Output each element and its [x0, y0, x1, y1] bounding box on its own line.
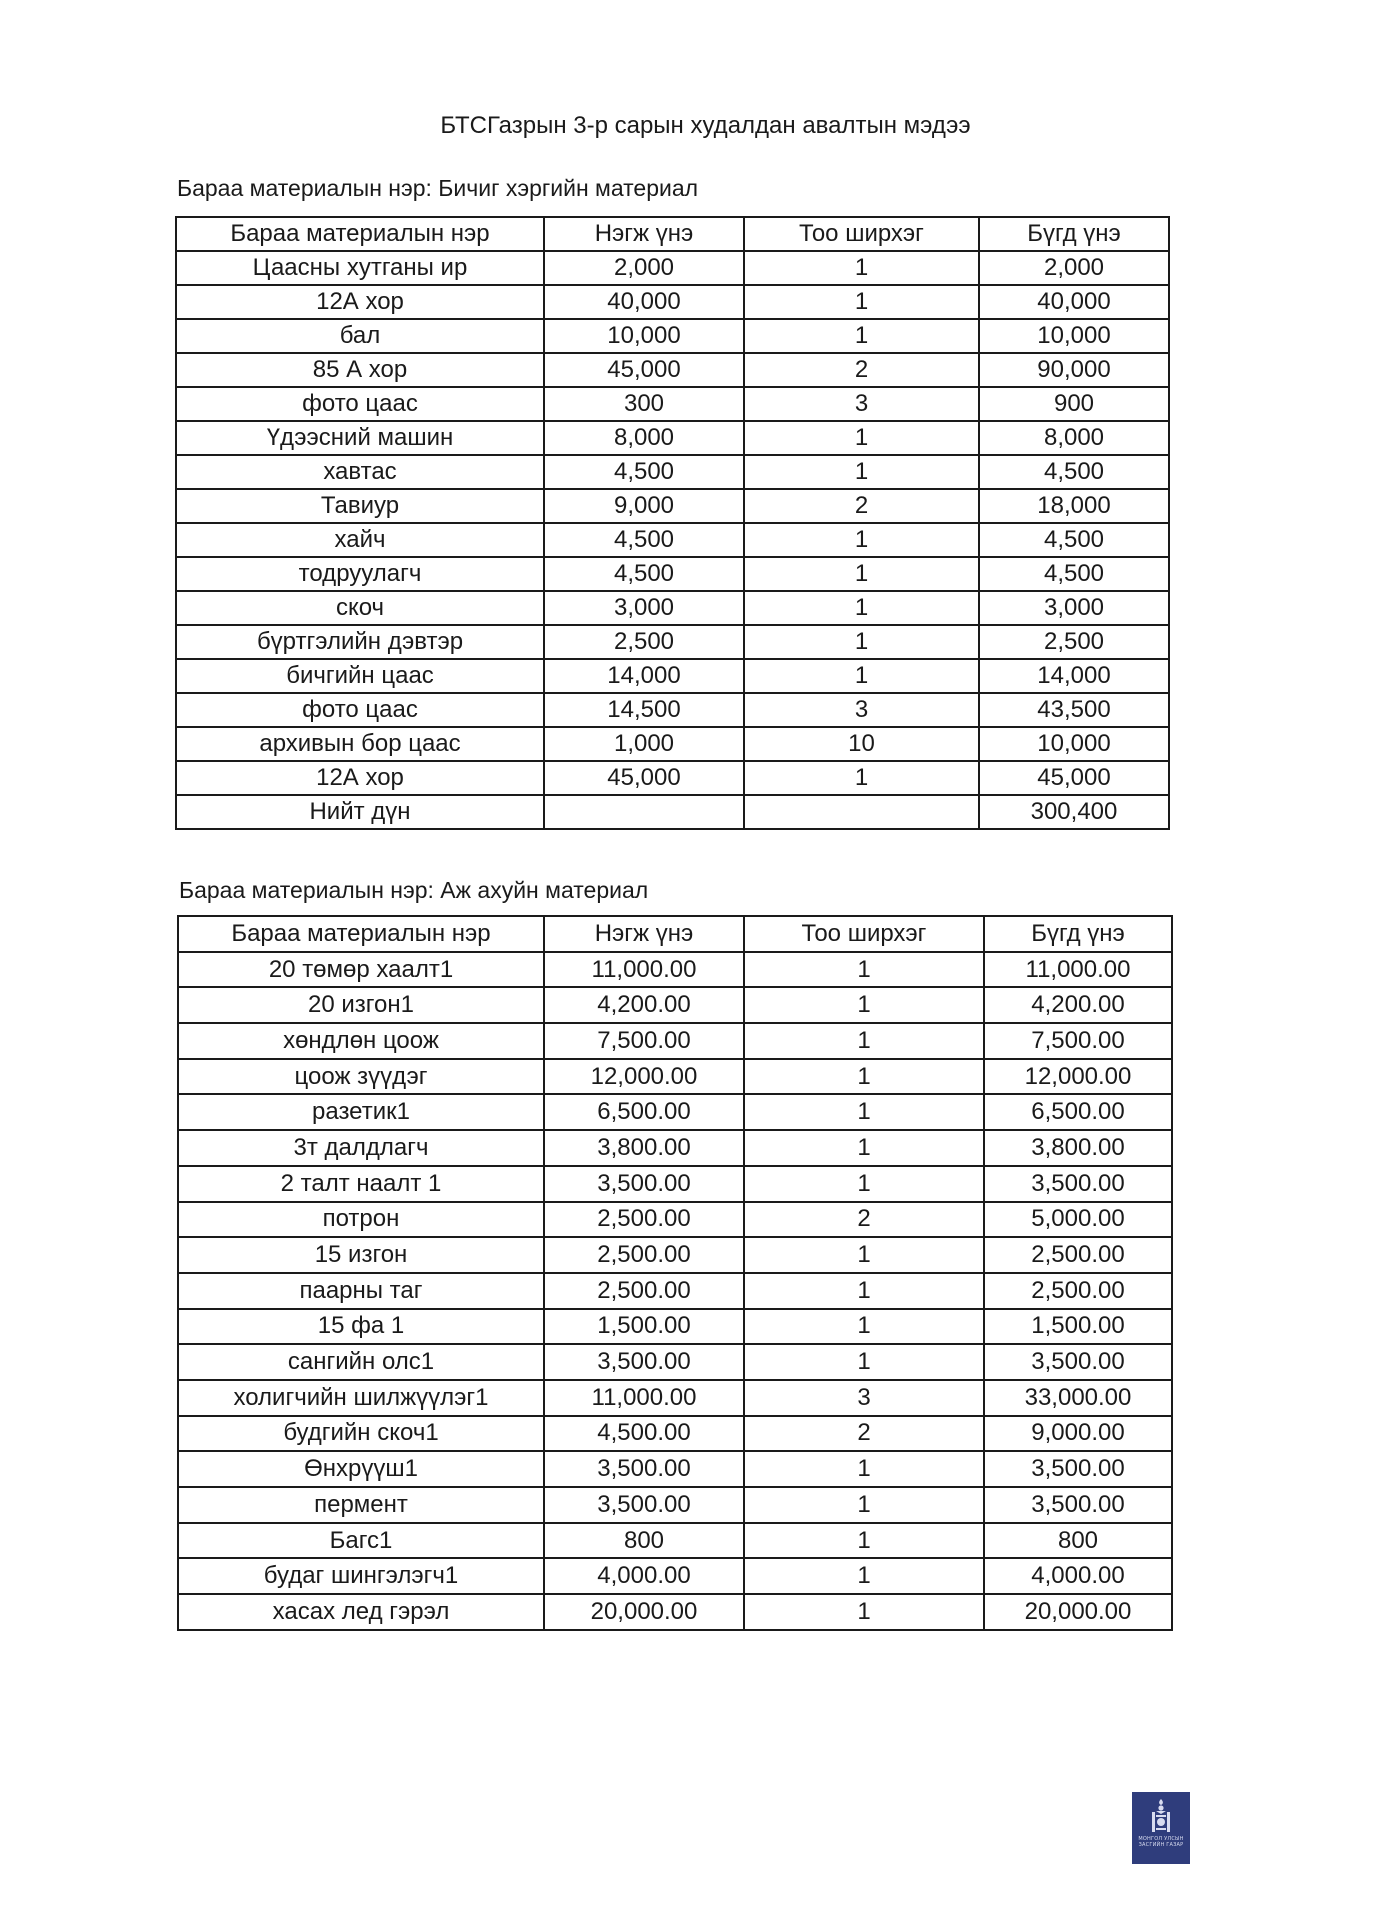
total-price-cell: 2,000 [979, 251, 1169, 285]
table-header-row [176, 217, 1169, 251]
item-name-cell: хасах лед гэрэл [178, 1594, 544, 1630]
unit-price-cell: 7,500.00 [544, 1023, 744, 1059]
unit-price-cell: 45,000 [544, 353, 744, 387]
item-name-cell: тодруулагч [176, 557, 544, 591]
quantity-cell: 2 [744, 353, 979, 387]
item-name-cell: 15 фа 1 [178, 1309, 544, 1345]
item-name-cell: 85 А хор [176, 353, 544, 387]
header-quantity: Тоо ширхэг [744, 916, 984, 952]
unit-price-cell: 4,500 [544, 455, 744, 489]
quantity-cell: 1 [744, 1594, 984, 1630]
government-logo [1132, 1792, 1190, 1864]
table-row [178, 1202, 1172, 1238]
unit-price-cell: 2,500.00 [544, 1273, 744, 1309]
total-value: 300,400 [979, 795, 1169, 829]
item-name-cell: 20 изгон1 [178, 987, 544, 1023]
table-row [176, 387, 1169, 421]
unit-price-cell: 3,500.00 [544, 1451, 744, 1487]
table-row [178, 987, 1172, 1023]
header-total-price: Бүгд үнэ [979, 217, 1169, 251]
table-row [178, 1344, 1172, 1380]
unit-price-cell: 300 [544, 387, 744, 421]
table-row [176, 625, 1169, 659]
header-item-name: Бараа материалын нэр [178, 916, 544, 952]
quantity-cell: 1 [744, 591, 979, 625]
quantity-cell: 1 [744, 285, 979, 319]
total-price-cell: 4,500 [979, 523, 1169, 557]
quantity-cell: 1 [744, 421, 979, 455]
quantity-cell: 3 [744, 1380, 984, 1416]
quantity-cell: 1 [744, 455, 979, 489]
table-row [178, 952, 1172, 988]
logo-text: МОНГОЛ УЛСЫН ЗАСГИЙН ГАЗАР [1138, 1836, 1184, 1848]
total-price-cell: 2,500 [979, 625, 1169, 659]
total-price-cell: 18,000 [979, 489, 1169, 523]
table-row [178, 1558, 1172, 1594]
quantity-cell: 1 [744, 1487, 984, 1523]
unit-price-cell: 6,500.00 [544, 1094, 744, 1130]
item-name-cell: Багс1 [178, 1523, 544, 1559]
unit-price-cell: 3,800.00 [544, 1130, 744, 1166]
table-row [178, 1594, 1172, 1630]
quantity-cell: 1 [744, 659, 979, 693]
total-price-cell: 45,000 [979, 761, 1169, 795]
item-name-cell: хөндлөн цоож [178, 1023, 544, 1059]
table-row [176, 251, 1169, 285]
total-price-cell: 90,000 [979, 353, 1169, 387]
quantity-cell: 2 [744, 489, 979, 523]
total-price-cell: 4,500 [979, 455, 1169, 489]
quantity-cell: 1 [744, 1059, 984, 1095]
total-price-cell: 900 [979, 387, 1169, 421]
item-name-cell: холигчийн шилжүүлэг1 [178, 1380, 544, 1416]
quantity-cell: 1 [744, 1523, 984, 1559]
table-row [178, 1523, 1172, 1559]
quantity-cell: 1 [744, 761, 979, 795]
table-row [176, 285, 1169, 319]
quantity-cell: 1 [744, 952, 984, 988]
quantity-cell: 1 [744, 1094, 984, 1130]
table-row [176, 761, 1169, 795]
quantity-cell: 1 [744, 523, 979, 557]
total-price-cell: 2,500.00 [984, 1237, 1172, 1273]
table-row [176, 353, 1169, 387]
item-name-cell: Өнхрүүш1 [178, 1451, 544, 1487]
table-row [178, 1380, 1172, 1416]
unit-price-cell: 14,000 [544, 659, 744, 693]
total-empty-cell [544, 795, 744, 829]
table-row [176, 523, 1169, 557]
quantity-cell: 1 [744, 557, 979, 591]
table-row [176, 421, 1169, 455]
soyombo-icon [1148, 1798, 1174, 1834]
item-name-cell: будаг шингэлэгч1 [178, 1558, 544, 1594]
total-price-cell: 10,000 [979, 319, 1169, 353]
quantity-cell: 1 [744, 1130, 984, 1166]
item-name-cell: 15 изгон [178, 1237, 544, 1273]
total-price-cell: 12,000.00 [984, 1059, 1172, 1095]
quantity-cell: 1 [744, 251, 979, 285]
table-row [178, 1130, 1172, 1166]
stationery-table [175, 216, 1170, 830]
document-title: БТСГазрын 3-р сарын худалдан авалтын мэдээ [440, 112, 971, 139]
unit-price-cell: 3,000 [544, 591, 744, 625]
household-table [177, 915, 1173, 1631]
section-caption-household: Бараа материалын нэр: Аж ахуйн материал [179, 877, 649, 903]
total-price-cell: 2,500.00 [984, 1273, 1172, 1309]
quantity-cell: 1 [744, 1344, 984, 1380]
quantity-cell: 2 [744, 1416, 984, 1452]
total-price-cell: 7,500.00 [984, 1023, 1172, 1059]
total-price-cell: 800 [984, 1523, 1172, 1559]
header-item-name: Бараа материалын нэр [176, 217, 544, 251]
table-header-row [178, 916, 1172, 952]
unit-price-cell: 4,500.00 [544, 1416, 744, 1452]
header-unit-price: Нэгж үнэ [544, 217, 744, 251]
quantity-cell: 2 [744, 1202, 984, 1238]
item-name-cell: хавтас [176, 455, 544, 489]
item-name-cell: 12А хор [176, 761, 544, 795]
total-price-cell: 6,500.00 [984, 1094, 1172, 1130]
unit-price-cell: 11,000.00 [544, 1380, 744, 1416]
quantity-cell: 1 [744, 1451, 984, 1487]
unit-price-cell: 12,000.00 [544, 1059, 744, 1095]
table-row [176, 727, 1169, 761]
total-price-cell: 11,000.00 [984, 952, 1172, 988]
item-name-cell: хайч [176, 523, 544, 557]
quantity-cell: 1 [744, 319, 979, 353]
item-name-cell: разетик1 [178, 1094, 544, 1130]
total-price-cell: 4,000.00 [984, 1558, 1172, 1594]
table-row [178, 1237, 1172, 1273]
unit-price-cell: 11,000.00 [544, 952, 744, 988]
unit-price-cell: 800 [544, 1523, 744, 1559]
unit-price-cell: 3,500.00 [544, 1166, 744, 1202]
item-name-cell: 12А хор [176, 285, 544, 319]
table-row [178, 1166, 1172, 1202]
quantity-cell: 1 [744, 1237, 984, 1273]
item-name-cell: скоч [176, 591, 544, 625]
unit-price-cell: 45,000 [544, 761, 744, 795]
item-name-cell: будгийн скоч1 [178, 1416, 544, 1452]
quantity-cell: 1 [744, 1273, 984, 1309]
total-row [176, 795, 1169, 829]
item-name-cell: 20 төмөр хаалт1 [178, 952, 544, 988]
unit-price-cell: 2,000 [544, 251, 744, 285]
unit-price-cell: 9,000 [544, 489, 744, 523]
unit-price-cell: 8,000 [544, 421, 744, 455]
item-name-cell: сангийн олс1 [178, 1344, 544, 1380]
table-row [176, 557, 1169, 591]
table-row [178, 1309, 1172, 1345]
table-row [176, 455, 1169, 489]
unit-price-cell: 40,000 [544, 285, 744, 319]
unit-price-cell: 1,500.00 [544, 1309, 744, 1345]
total-price-cell: 4,200.00 [984, 987, 1172, 1023]
quantity-cell: 3 [744, 693, 979, 727]
unit-price-cell: 4,000.00 [544, 1558, 744, 1594]
unit-price-cell: 1,000 [544, 727, 744, 761]
unit-price-cell: 4,500 [544, 523, 744, 557]
table-row [176, 659, 1169, 693]
unit-price-cell: 4,200.00 [544, 987, 744, 1023]
item-name-cell: бүртгэлийн дэвтэр [176, 625, 544, 659]
item-name-cell: 3т далдлагч [178, 1130, 544, 1166]
item-name-cell: паарны таг [178, 1273, 544, 1309]
total-price-cell: 3,500.00 [984, 1166, 1172, 1202]
item-name-cell: бичгийн цаас [176, 659, 544, 693]
table-row [176, 319, 1169, 353]
table-row [176, 591, 1169, 625]
unit-price-cell: 20,000.00 [544, 1594, 744, 1630]
item-name-cell: фото цаас [176, 693, 544, 727]
quantity-cell: 1 [744, 1309, 984, 1345]
item-name-cell: потрон [178, 1202, 544, 1238]
table-row [178, 1023, 1172, 1059]
quantity-cell: 1 [744, 1023, 984, 1059]
table-row [178, 1059, 1172, 1095]
total-empty-cell [744, 795, 979, 829]
table-row [178, 1273, 1172, 1309]
unit-price-cell: 3,500.00 [544, 1487, 744, 1523]
item-name-cell: фото цаас [176, 387, 544, 421]
total-price-cell: 3,500.00 [984, 1344, 1172, 1380]
unit-price-cell: 2,500.00 [544, 1237, 744, 1273]
unit-price-cell: 3,500.00 [544, 1344, 744, 1380]
table-row [178, 1487, 1172, 1523]
unit-price-cell: 2,500 [544, 625, 744, 659]
item-name-cell: бал [176, 319, 544, 353]
total-price-cell: 3,500.00 [984, 1487, 1172, 1523]
item-name-cell: 2 талт наалт 1 [178, 1166, 544, 1202]
total-price-cell: 3,000 [979, 591, 1169, 625]
total-price-cell: 3,800.00 [984, 1130, 1172, 1166]
quantity-cell: 1 [744, 1558, 984, 1594]
item-name-cell: Тавиур [176, 489, 544, 523]
quantity-cell: 3 [744, 387, 979, 421]
total-price-cell: 33,000.00 [984, 1380, 1172, 1416]
item-name-cell: пермент [178, 1487, 544, 1523]
table-row [178, 1094, 1172, 1130]
table-row [178, 1451, 1172, 1487]
unit-price-cell: 14,500 [544, 693, 744, 727]
header-quantity: Тоо ширхэг [744, 217, 979, 251]
header-unit-price: Нэгж үнэ [544, 916, 744, 952]
section-caption-stationery: Бараа материалын нэр: Бичиг хэргийн материал [177, 175, 699, 201]
total-price-cell: 20,000.00 [984, 1594, 1172, 1630]
quantity-cell: 1 [744, 987, 984, 1023]
table-row [176, 489, 1169, 523]
total-price-cell: 43,500 [979, 693, 1169, 727]
header-total-price: Бүгд үнэ [984, 916, 1172, 952]
total-price-cell: 9,000.00 [984, 1416, 1172, 1452]
total-price-cell: 10,000 [979, 727, 1169, 761]
quantity-cell: 10 [744, 727, 979, 761]
item-name-cell: цоож зүүдэг [178, 1059, 544, 1095]
total-label: Нийт дүн [176, 795, 544, 829]
total-price-cell: 1,500.00 [984, 1309, 1172, 1345]
total-price-cell: 14,000 [979, 659, 1169, 693]
quantity-cell: 1 [744, 1166, 984, 1202]
total-price-cell: 8,000 [979, 421, 1169, 455]
item-name-cell: архивын бор цаас [176, 727, 544, 761]
total-price-cell: 5,000.00 [984, 1202, 1172, 1238]
unit-price-cell: 2,500.00 [544, 1202, 744, 1238]
item-name-cell: Үдээсний машин [176, 421, 544, 455]
table-row [178, 1416, 1172, 1452]
total-price-cell: 4,500 [979, 557, 1169, 591]
unit-price-cell: 10,000 [544, 319, 744, 353]
item-name-cell: Цаасны хутганы ир [176, 251, 544, 285]
quantity-cell: 1 [744, 625, 979, 659]
table-row [176, 693, 1169, 727]
unit-price-cell: 4,500 [544, 557, 744, 591]
total-price-cell: 40,000 [979, 285, 1169, 319]
total-price-cell: 3,500.00 [984, 1451, 1172, 1487]
